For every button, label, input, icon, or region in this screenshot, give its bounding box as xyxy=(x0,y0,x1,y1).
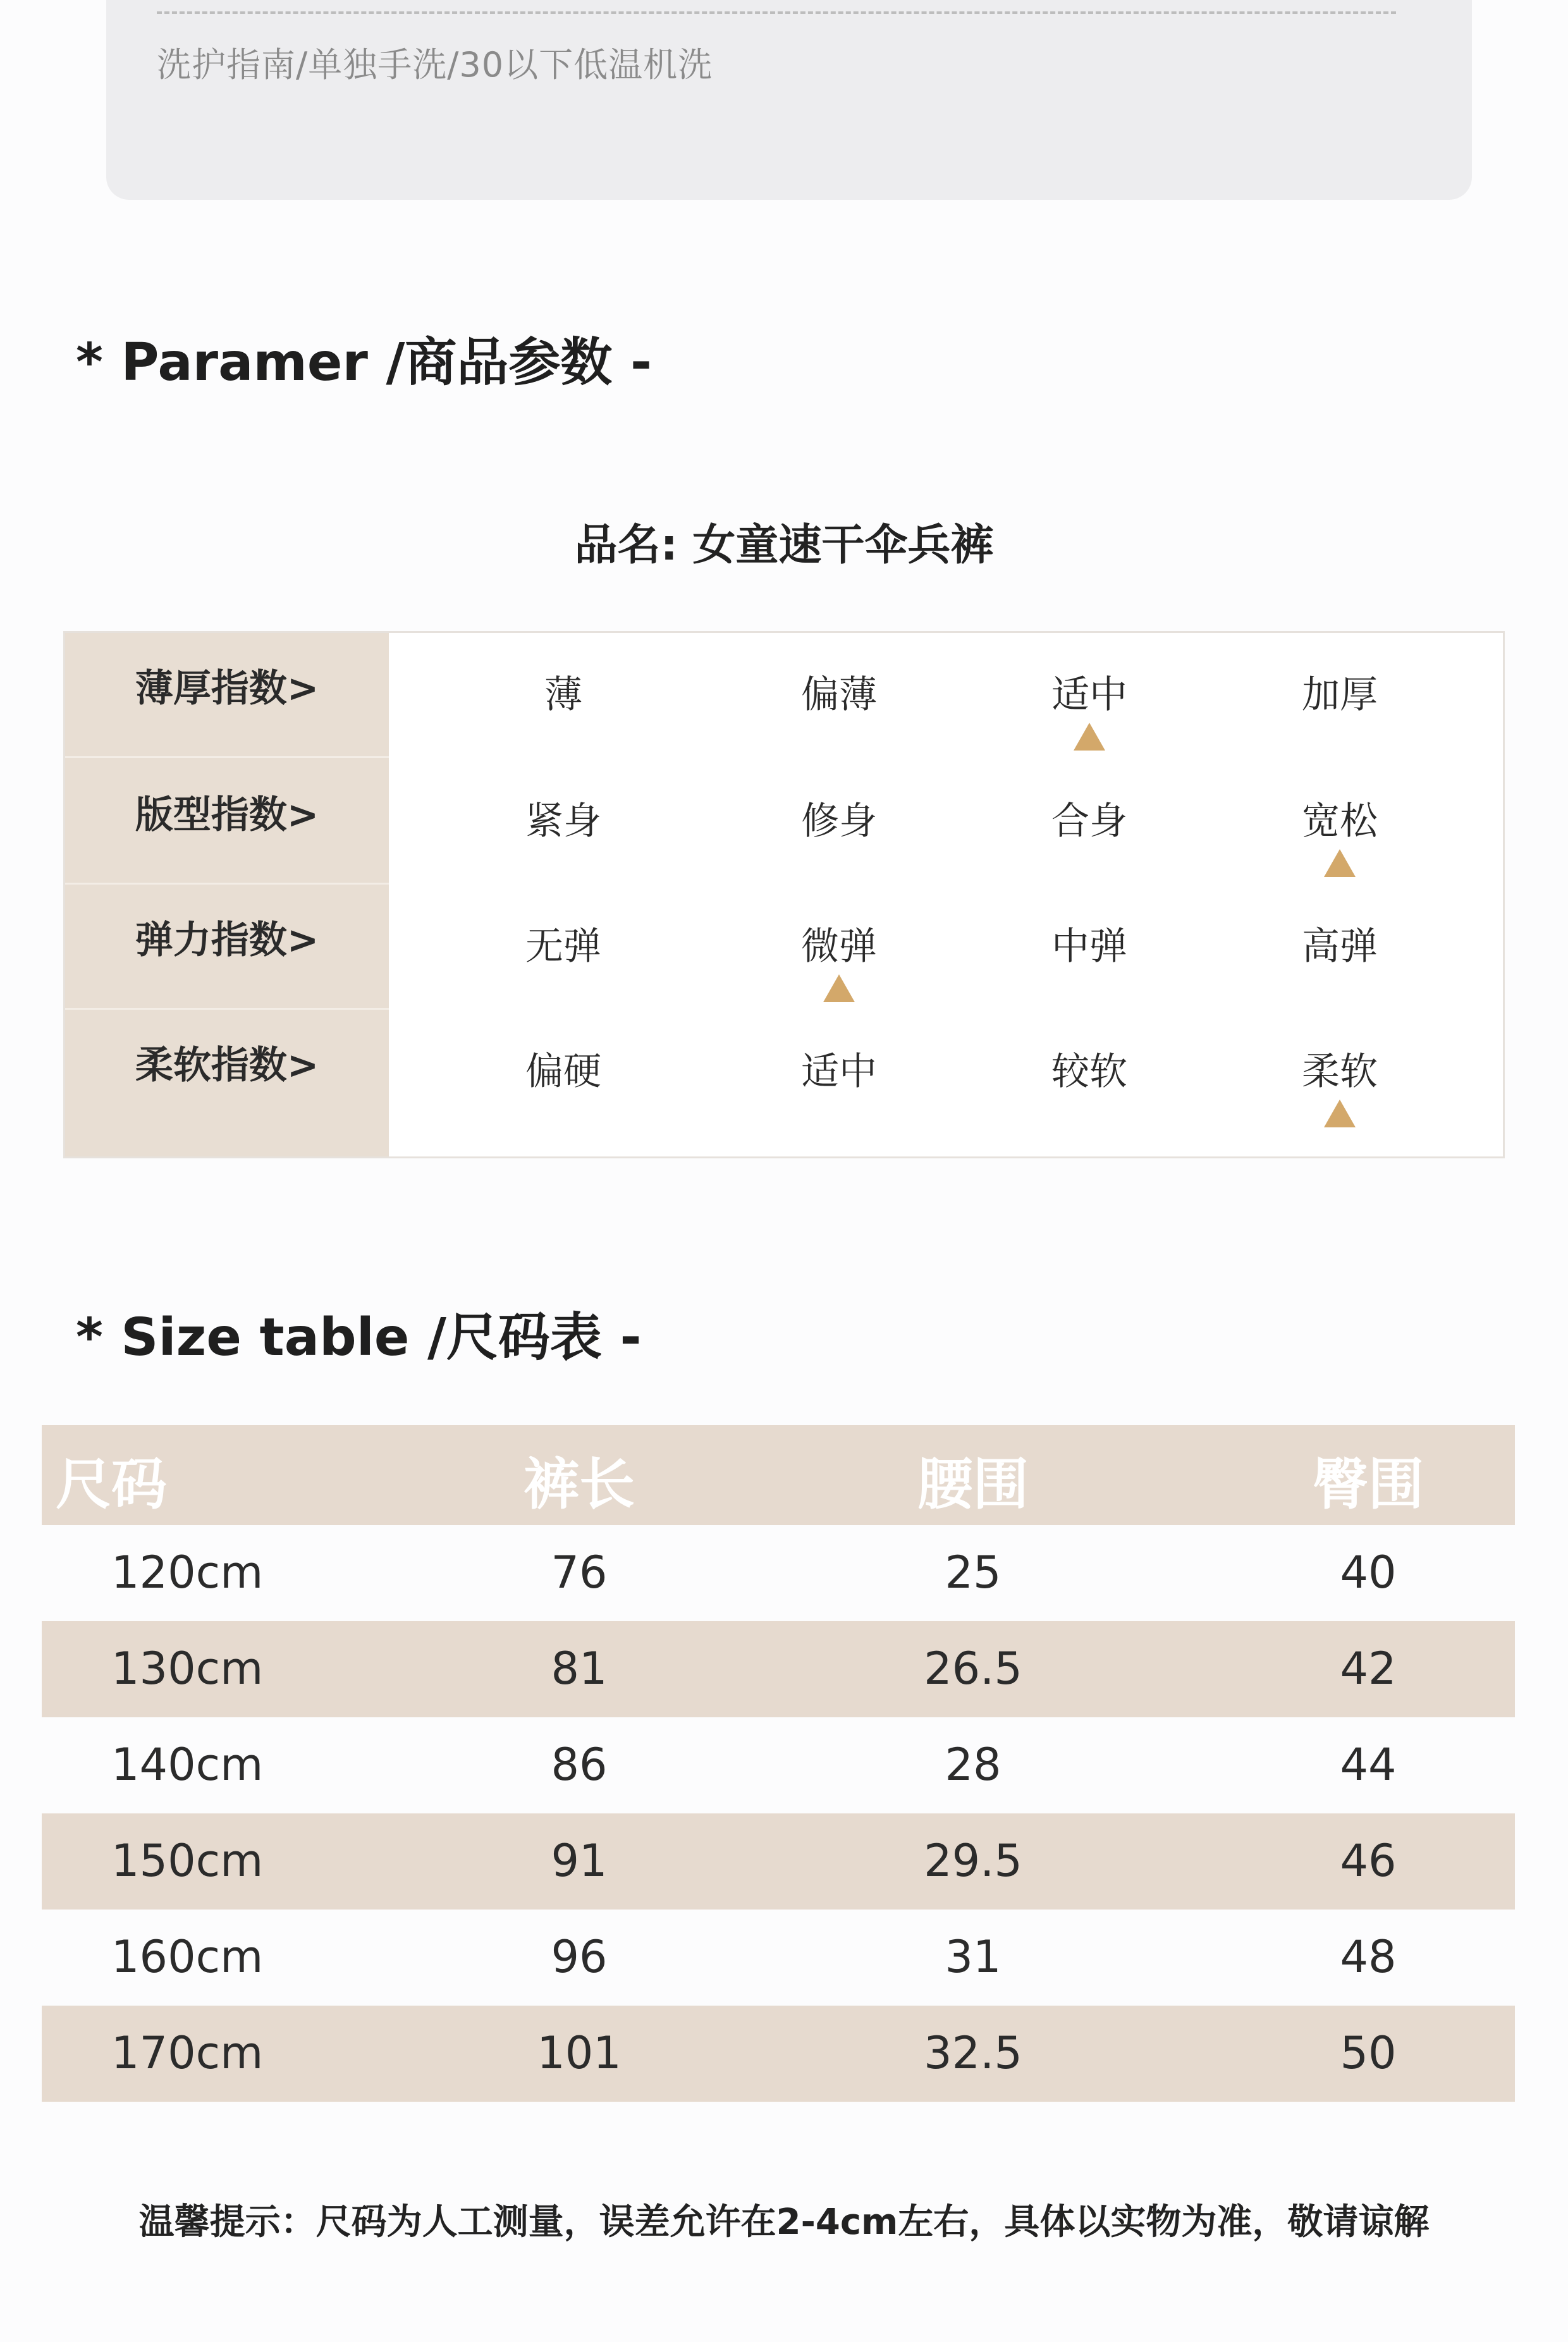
size-cell: 150cm xyxy=(111,1835,264,1887)
pants-length-cell: 91 xyxy=(551,1835,608,1887)
parameter-table xyxy=(63,631,1505,1158)
size-cell: 130cm xyxy=(111,1643,264,1695)
parameter-option-label: 修身 xyxy=(801,799,877,843)
size-table-header xyxy=(42,1425,1515,1525)
hip-cell: 50 xyxy=(1340,2027,1397,2079)
parameter-option xyxy=(995,916,1184,1002)
measurement-tip: 温馨提示：尺码为人工测量，误差允许在2-4cm左右，具体以实物为准，敬请谅解 xyxy=(138,2202,1430,2243)
hip-cell: 42 xyxy=(1340,1643,1397,1695)
parameter-option xyxy=(744,791,934,877)
table-row xyxy=(42,1717,1515,1813)
hip-cell: 44 xyxy=(1340,1739,1397,1791)
parameter-option xyxy=(995,1041,1184,1127)
parameter-option-label: 微弹 xyxy=(801,924,877,969)
parameter-option xyxy=(995,791,1184,877)
parameter-row-label: 弹力指数> xyxy=(135,918,319,962)
table-row xyxy=(42,1621,1515,1717)
pants-length-cell: 76 xyxy=(551,1547,608,1598)
parameter-option xyxy=(995,665,1184,751)
size-section-title: * Size table /尺码表 - xyxy=(76,1308,642,1368)
waist-cell: 26.5 xyxy=(924,1643,1022,1695)
parameter-row xyxy=(65,633,1503,758)
selected-marker-icon xyxy=(1074,723,1105,751)
parameter-option xyxy=(469,916,658,1002)
parameter-option-label: 薄 xyxy=(544,673,582,717)
parameter-row-label: 薄厚指数> xyxy=(135,666,319,711)
parameter-option-label: 中弹 xyxy=(1051,924,1127,969)
hip-cell: 46 xyxy=(1340,1835,1397,1887)
parameter-option-label: 柔软 xyxy=(1302,1050,1378,1094)
selected-marker-icon xyxy=(1324,849,1356,877)
hip-cell: 40 xyxy=(1340,1547,1397,1598)
pants-length-cell: 86 xyxy=(551,1739,608,1791)
parameter-option-label: 合身 xyxy=(1051,799,1127,843)
table-row xyxy=(42,1813,1515,1910)
header-pants-length: 裤长 xyxy=(523,1452,635,1517)
care-guide-card xyxy=(106,0,1472,200)
waist-cell: 31 xyxy=(945,1931,1001,1983)
size-cell: 170cm xyxy=(111,2027,264,2079)
parameter-option-label: 偏硬 xyxy=(525,1050,601,1094)
parameter-option-label: 无弹 xyxy=(525,924,601,969)
waist-cell: 32.5 xyxy=(924,2027,1022,2079)
product-name: 品名: 女童速干伞兵裤 xyxy=(574,520,994,570)
parameter-option-label: 偏薄 xyxy=(801,673,877,717)
parameter-option xyxy=(1245,916,1435,1002)
parameter-row xyxy=(65,885,1503,1010)
header-hip: 臀围 xyxy=(1312,1452,1424,1517)
pants-length-cell: 96 xyxy=(551,1931,608,1983)
waist-cell: 28 xyxy=(945,1739,1001,1791)
parameter-option-label: 宽松 xyxy=(1302,799,1378,843)
table-row xyxy=(42,1910,1515,2006)
parameter-row-label: 柔软指数> xyxy=(135,1043,319,1088)
care-guide-text: 洗护指南/单独手洗/30以下低温机洗 xyxy=(157,45,713,85)
parameter-option xyxy=(744,665,934,751)
parameter-option-label: 较软 xyxy=(1051,1050,1127,1094)
pants-length-cell: 81 xyxy=(551,1643,608,1695)
header-waist: 腰围 xyxy=(917,1452,1029,1517)
header-size: 尺码 xyxy=(55,1452,167,1517)
parameter-option xyxy=(469,791,658,877)
parameter-row xyxy=(65,1010,1503,1135)
parameter-option xyxy=(744,916,934,1002)
parameter-row-label: 版型指数> xyxy=(135,793,319,837)
parameter-option xyxy=(1245,1041,1435,1127)
size-cell: 120cm xyxy=(111,1547,264,1598)
dashed-divider xyxy=(157,11,1396,14)
size-cell: 160cm xyxy=(111,1931,264,1983)
parameter-option xyxy=(1245,791,1435,877)
table-row xyxy=(42,1525,1515,1621)
parameter-option xyxy=(469,1041,658,1127)
waist-cell: 29.5 xyxy=(924,1835,1022,1887)
parameter-option xyxy=(1245,665,1435,751)
parameter-option-label: 高弹 xyxy=(1302,924,1378,969)
parameter-option xyxy=(469,665,658,751)
selected-marker-icon xyxy=(1324,1100,1356,1127)
parameter-option-label: 紧身 xyxy=(525,799,601,843)
parameter-option-label: 加厚 xyxy=(1302,673,1378,717)
waist-cell: 25 xyxy=(945,1547,1001,1598)
selected-marker-icon xyxy=(823,974,855,1002)
parameter-row xyxy=(65,759,1503,885)
row-separator xyxy=(65,756,389,758)
pants-length-cell: 101 xyxy=(537,2027,622,2079)
parameter-option-label: 适中 xyxy=(1051,673,1127,717)
parameter-option xyxy=(744,1041,934,1127)
hip-cell: 48 xyxy=(1340,1931,1397,1983)
parameter-option-label: 适中 xyxy=(801,1050,877,1094)
table-row xyxy=(42,2006,1515,2102)
size-cell: 140cm xyxy=(111,1739,264,1791)
parameter-section-title: * Paramer /商品参数 - xyxy=(76,333,652,393)
